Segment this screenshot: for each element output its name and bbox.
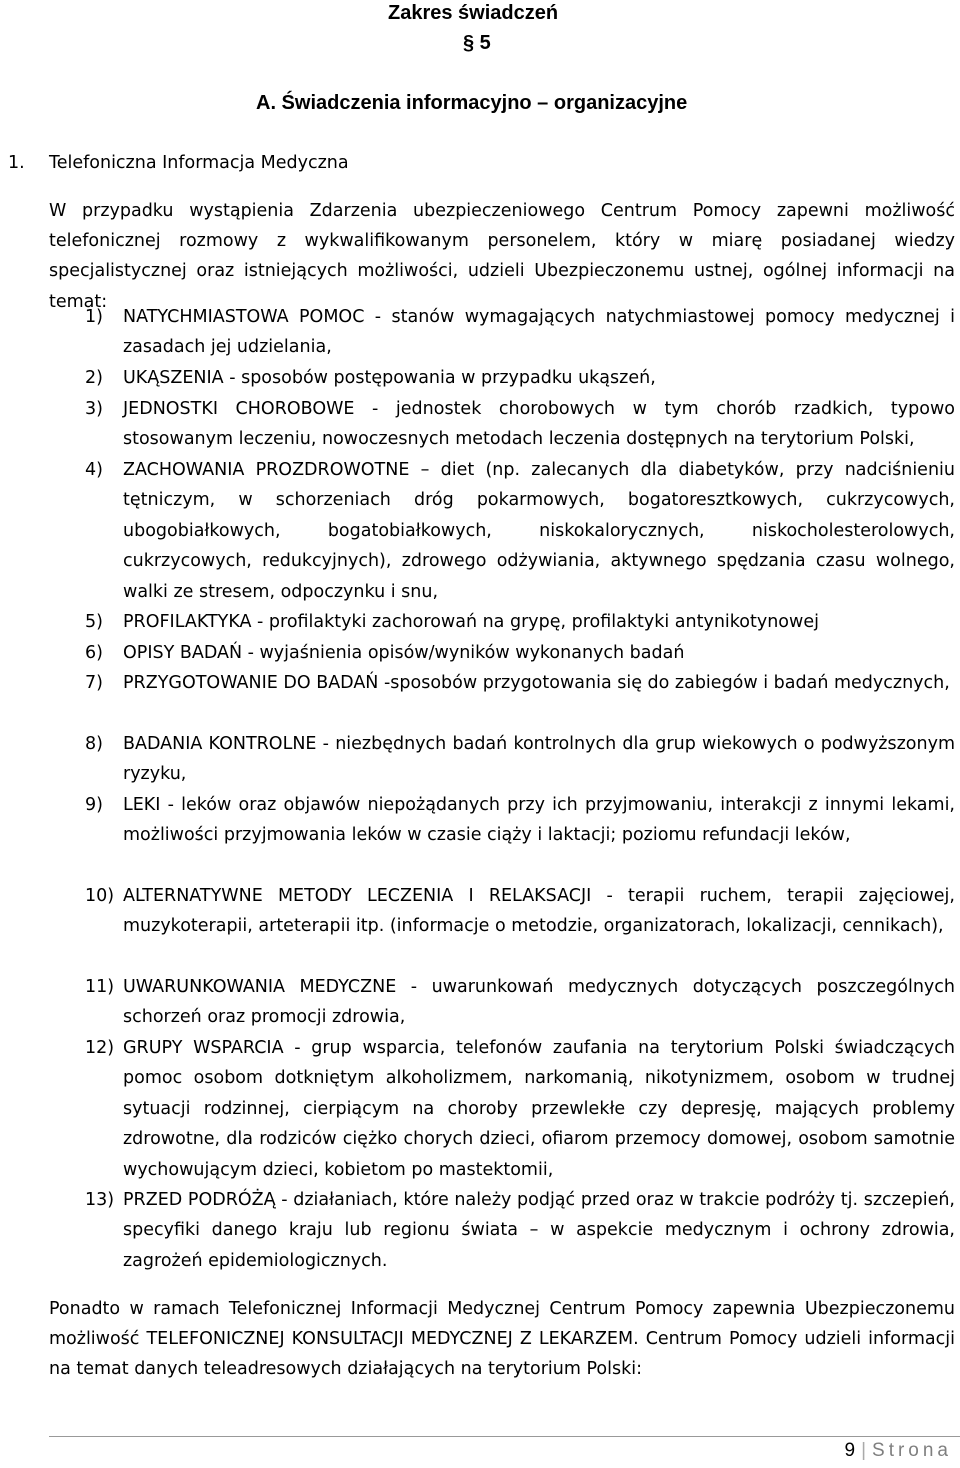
footer-divider [49,1436,960,1437]
section-number: 1. [8,153,25,173]
list-item-number: 5) [85,612,103,632]
list-item-number: 9) [85,795,103,815]
list-item-text: PROFILAKTYKA - profilaktyki zachorowań na grypę, profilaktyki antynikotynowej [123,612,819,632]
list-item-number: 12) [85,1038,115,1058]
footer-separator: | [861,1440,867,1461]
list-item-number: 4) [85,460,103,480]
page-footer [845,1440,953,1462]
list-item-number: 6) [85,643,103,663]
list-item-text: BADANIA KONTROLNE - niezbędnych badań kontrolnych dla grup wiekowych o podwyższonym ryzyku, [123,734,955,785]
list-item-text: UKĄSZENIA - sposobów postępowania w przypadku ukąszeń, [123,368,656,388]
list-item-text: LEKI - leków oraz objawów niepożądanych przy ich przyjmowaniu, interakcji z innymi lekami, możliwości przyjmowania leków w czasie ciąży i laktacji; poziomu refundacji leków, [123,795,955,846]
list-item-text: PRZYGOTOWANIE DO BADAŃ -sposobów przygotowania się do zabiegów i badań medycznych, [123,673,950,693]
list-item-number: 11) [85,977,115,997]
list-item-number: 13) [85,1190,115,1210]
section-heading: A. Świadczenia informacyjno – organizacyjne [256,92,688,114]
list-item-number: 1) [85,307,103,327]
section-title: Telefoniczna Informacja Medyczna [49,153,349,173]
list-item-text: JEDNOSTKI CHOROBOWE - jednostek chorobowych w tym chorób rzadkich, typowo stosowanym leczeniu, nowoczesnych metodach leczenia dostępnych na terytorium Polski, [123,399,955,450]
section-intro: W przypadku wystąpienia Zdarzenia ubezpieczeniowego Centrum Pomocy zapewni możliwość telefonicznej rozmowy z wykwalifikowanym personelem, który w miarę posiadanej wiedzy specjalistycznej oraz istniejących możliwości, udzieli Ubezpieczonemu ustnej, ogólnej informacji na temat: [49,200,955,312]
list-item-text: NATYCHMIASTOWA POMOC - stanów wymagających natychmiastowej pomocy medycznej i zasadach jej udzielania, [123,307,955,358]
list-item-number: 2) [85,368,103,388]
list-item-number: 8) [85,734,103,754]
list-item-number: 10) [85,886,115,906]
page-label: Strona [872,1440,952,1461]
paragraph-mark: § 5 [463,32,491,54]
list-item-number: 3) [85,399,103,419]
list-item-text: ZACHOWANIA PROZDROWOTNE – diet (np. zalecanych dla diabetyków, przy nadciśnieniu tętniczym, w schorzeniach dróg pokarmowych, bogatoresztkowych, cukrzycowych, ubogobiałkowych, bogatobiałkowych, niskokalorycznych, niskocholesterolowych, cukrzycowych, redukcyjnych), zdrowego odżywiania, aktywnego spędzania czasu wolnego, walki ze stresem, odpoczynku i snu, [123,460,955,602]
list-item-number: 7) [85,673,103,693]
list-item-text: ALTERNATYWNE METODY LECZENIA I RELAKSACJI - terapii ruchem, terapii zajęciowej, muzykoterapii, arteterapii itp. (informacje o metodzie, organizatorach, lokalizacji, cennikach), [123,886,955,937]
list-item-text: OPISY BADAŃ - wyjaśnienia opisów/wyników wykonanych badań [123,643,685,663]
list-item-text: GRUPY WSPARCIA - grup wsparcia, telefonów zaufania na terytorium Polski świadczących pomoc osobom dotkniętym alkoholizmem, narkomanią, nikotynizmem, osobom w trudnej sytuacji rodzinnej, cierpiącym na choroby przewlekłe czy depresję, mających problemy zdrowotne, dla rodziców ciężko chorych dzieci, ofiarom przemocy domowej, osobom samotnie wychowującym dzieci, kobietom po mastektomii, [123,1038,955,1180]
page-number: 9 [844,1440,856,1461]
section-outro: Ponadto w ramach Telefonicznej Informacji Medycznej Centrum Pomocy zapewnia Ubezpieczonemu możliwość TELEFONICZNEJ KONSULTACJI MEDYCZNEJ Z LEKARZEM. Centrum Pomocy udzieli informacji na temat danych teleadresowych działających na terytorium Polski: [49,1298,955,1380]
list-item-text: UWARUNKOWANIA MEDYCZNE - uwarunkowań medycznych dotyczących poszczególnych schorzeń oraz promocji zdrowia, [123,977,955,1028]
list-item-text: PRZED PODRÓŻĄ - działaniach, które należy podjąć przed oraz w trakcie podróży tj. szczepień, specyfiki danego kraju lub regionu świata – w aspekcie medycznym i ochrony zdrowia, zagrożeń epidemiologicznych. [123,1190,955,1271]
document-title: Zakres świadczeń [388,2,559,24]
